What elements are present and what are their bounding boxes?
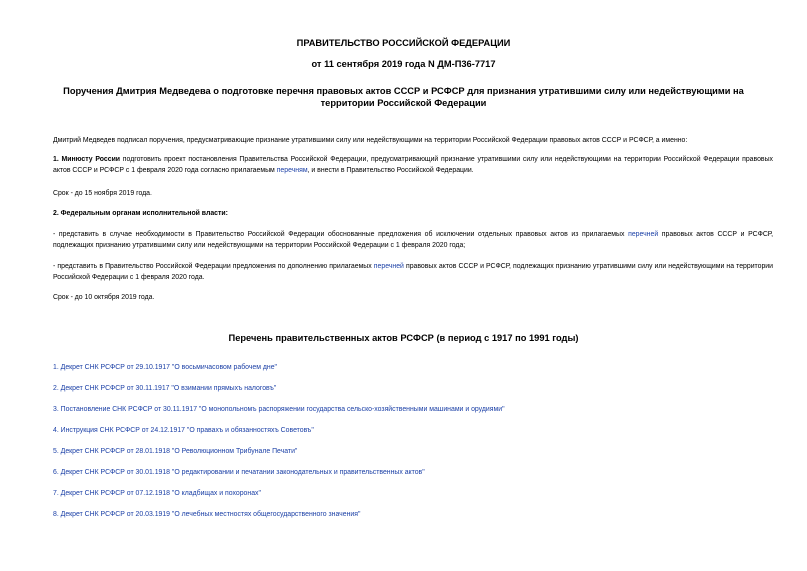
lists-link-3[interactable]: перечней xyxy=(373,263,404,270)
document-date-number: от 11 сентября 2019 года N ДМ-П36-7717 xyxy=(311,59,496,69)
bullet-2-paragraph xyxy=(53,262,773,283)
document-title: Поручения Дмитрия Медведева о подготовке перечня правовых актов СССР и РСФСР для признания утратившими силу или недействующими на территории Российской Федерации xyxy=(63,86,744,108)
item-1-label: 1. Минюсту России xyxy=(53,156,121,163)
list-item[interactable]: 4. Инструкция СНК РСФСР от 24.12.1917 "О правахъ и обязанностяхъ Советовъ" xyxy=(53,427,314,434)
bullet-1-text-a: - представить в случае необходимости в Правительство Российской Федерации обоснованные предложения об исключении отдельных правовых актов из прилагаемых xyxy=(53,231,629,238)
lists-link-2[interactable]: перечней xyxy=(628,231,659,238)
bullet-1-text-b: правовых актов СССР и РСФСР, подлежащих признанию утратившими силу или недействующими на территории Российской Федерации с 1 февраля 2020 года; xyxy=(53,231,773,249)
intro-paragraph: Дмитрий Медведев подписал поручения, предусматривающие признание утратившими силу или недействующими на территории Российской Федерации правовых актов СССР и РСФСР, а именно: xyxy=(53,137,688,144)
item-1-text-b: , и внести в Правительство Российской Федерации. xyxy=(307,166,474,174)
bullet-2-text-b: правовых актов СССР и РСФСР, подлежащих признанию утратившими силу или недействующими на территории Российской Федерации с 1 февраля 2020 года. xyxy=(53,263,773,281)
list-item[interactable]: 3. Постановление СНК РСФСР от 30.11.1917 "О монопольномъ распоряжении государства сельско-хозяйственными машинами и орудиями" xyxy=(53,406,505,413)
list-item[interactable]: 2. Декрет СНК РСФСР от 30.11.1917 "О взимании прямыхъ налоговъ" xyxy=(53,385,277,392)
issuing-authority: ПРАВИТЕЛЬСТВО РОССИЙСКОЙ ФЕДЕРАЦИИ xyxy=(296,38,511,48)
list-item[interactable]: 8. Декрет СНК РСФСР от 20.03.1919 "О лечебных местностях общегосударственного значения" xyxy=(53,511,361,518)
item-1-paragraph xyxy=(53,155,773,176)
list-item[interactable]: 7. Декрет СНК РСФСР от 07.12.1918 "О кладбищах и похоронах" xyxy=(53,490,261,497)
deadline-1: Срок - до 15 ноября 2019 года. xyxy=(53,190,152,197)
list-item[interactable]: 6. Декрет СНК РСФСР от 30.01.1918 "О редактировании и печатании законодательных и правительственных актов" xyxy=(53,469,425,476)
item-2-heading: 2. Федеральным органам исполнительной власти: xyxy=(53,210,228,217)
bullet-2-text-a: - представить в Правительство Российской Федерации предложения по дополнению прилагаемых xyxy=(53,263,374,270)
bullet-1-paragraph xyxy=(53,230,773,251)
list-item[interactable]: 1. Декрет СНК РСФСР от 29.10.1917 "О восьмичасовом рабочем дне" xyxy=(53,364,278,371)
item-1-text-a: подготовить проект постановления Правительства Российской Федерации, предусматривающий признание утратившими силу или недействующими на территории Российской Федерации правовых актов СССР и РСФСР с 1 февраля 2020 года согласно прилагаемым xyxy=(53,156,773,174)
list-item[interactable]: 5. Декрет СНК РСФСР от 28.01.1918 "О Революционном Трибунале Печати" xyxy=(53,448,298,455)
lists-link[interactable]: перечням xyxy=(276,166,308,174)
list-title: Перечень правительственных актов РСФСР (в период с 1917 по 1991 годы) xyxy=(228,333,579,343)
deadline-2: Срок - до 10 октября 2019 года. xyxy=(53,294,155,301)
